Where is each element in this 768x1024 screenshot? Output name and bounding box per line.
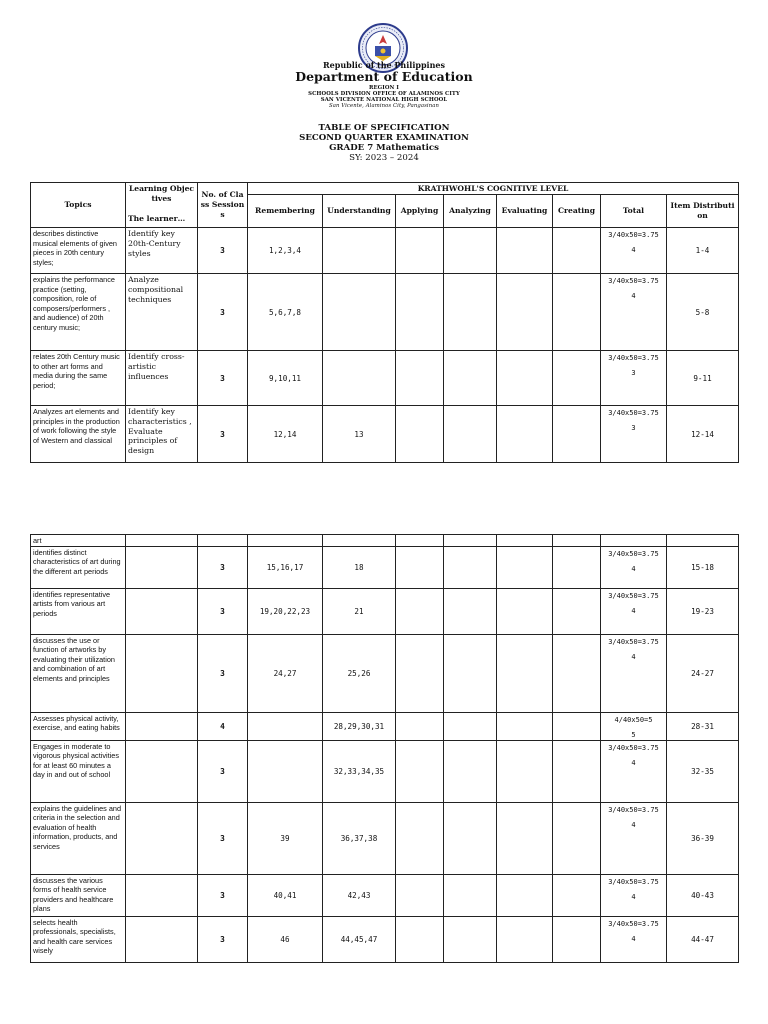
topic-cell: selects health professionals, specialists, and health care services wisely (31, 916, 126, 962)
sessions-cell: 4 (198, 712, 248, 740)
total-cell (601, 712, 667, 740)
distribution-cell: 44-47 (667, 916, 739, 962)
analyzing-cell (444, 916, 497, 962)
understanding-cell: 28,29,30,31 (323, 712, 396, 740)
sessions-cell: 3 (198, 740, 248, 802)
total-cell (601, 228, 667, 274)
total-formula: 3/40x50=3.75 (608, 277, 659, 285)
republic-line: Republic of the Philippines (322, 60, 445, 70)
table-row (31, 546, 739, 588)
applying-cell (396, 351, 444, 406)
sessions-cell: 3 (198, 874, 248, 916)
applying-cell (396, 588, 444, 634)
total-formula: 3/40x50=3.75 (608, 591, 659, 600)
remembering-cell (248, 740, 323, 802)
sessions-cell: 3 (198, 228, 248, 274)
distribution-cell: 1-4 (667, 228, 739, 274)
distribution-cell: 9-11 (667, 351, 739, 406)
sessions-cell: 3 (198, 802, 248, 874)
remembering-cell: 15,16,17 (248, 546, 323, 588)
empty-cell (601, 535, 667, 547)
remembering-cell: 5,6,7,8 (248, 274, 323, 351)
empty-cell (667, 535, 739, 547)
empty-cell (497, 535, 553, 547)
total-formula: 3/40x50=3.75 (608, 919, 659, 928)
analyzing-cell (444, 228, 497, 274)
specification-table-page2 (30, 534, 739, 963)
evaluating-cell (497, 874, 553, 916)
applying-cell (396, 634, 444, 712)
objective-cell (126, 874, 198, 916)
total-formula: 3/40x50=3.75 (608, 743, 659, 752)
evaluating-cell (497, 351, 553, 406)
understanding-cell: 36,37,38 (323, 802, 396, 874)
distribution-cell: 19-23 (667, 588, 739, 634)
objective-cell (126, 802, 198, 874)
analyzing-cell (444, 274, 497, 351)
applying-cell (396, 228, 444, 274)
col-applying: Applying (396, 195, 444, 228)
analyzing-cell (444, 588, 497, 634)
topic-cell: identifies representative artists from various art periods (31, 588, 126, 634)
empty-cell (444, 535, 497, 547)
table-row (31, 351, 739, 406)
total-cell (601, 916, 667, 962)
topic-cell: explains the guidelines and criteria in the selection and evaluation of health information, products, and services (31, 802, 126, 874)
objective-cell: Analyze compositional techniques (126, 274, 198, 351)
total-cell (601, 406, 667, 463)
analyzing-cell (444, 546, 497, 588)
understanding-cell: 32,33,34,35 (323, 740, 396, 802)
specification-table-page1 (30, 182, 739, 463)
objective-cell (126, 588, 198, 634)
total-formula: 3/40x50=3.75 (608, 231, 659, 239)
understanding-cell: 25,26 (323, 634, 396, 712)
division-line: SCHOOLS DIVISION OFFICE OF ALAMINOS CITY (308, 91, 460, 97)
col-total: Total (601, 195, 667, 228)
understanding-cell: 13 (323, 406, 396, 463)
remembering-cell: 24,27 (248, 634, 323, 712)
col-item-distribution: Item Distribution (667, 195, 739, 228)
the-learner-label: The learner… (128, 214, 186, 223)
analyzing-cell (444, 351, 497, 406)
distribution-cell: 24-27 (667, 634, 739, 712)
understanding-cell: 42,43 (323, 874, 396, 916)
total-items: 4 (631, 606, 636, 615)
topic-cell: discusses the use or function of artworks by evaluating their utilization and combination of art elements and principles (31, 634, 126, 712)
creating-cell (553, 588, 601, 634)
remembering-cell: 40,41 (248, 874, 323, 916)
creating-cell (553, 546, 601, 588)
table-row (31, 712, 739, 740)
table-row (31, 740, 739, 802)
sessions-cell: 3 (198, 588, 248, 634)
total-items: 4 (631, 892, 636, 901)
creating-cell (553, 351, 601, 406)
evaluating-cell (497, 740, 553, 802)
creating-cell (553, 740, 601, 802)
distribution-cell: 12-14 (667, 406, 739, 463)
objective-cell: Identify cross-artistic influences (126, 351, 198, 406)
topic-cell: describes distinctive musical elements of given pieces in 20th century styles; (31, 228, 126, 274)
total-items: 4 (631, 564, 636, 573)
total-items: 4 (631, 758, 636, 767)
applying-cell (396, 740, 444, 802)
distribution-cell: 28-31 (667, 712, 739, 740)
empty-cell (396, 535, 444, 547)
total-formula: 4/40x50=5 (614, 715, 653, 724)
understanding-cell: 18 (323, 546, 396, 588)
creating-cell (553, 274, 601, 351)
total-items: 4 (631, 652, 636, 661)
table-row (31, 274, 739, 351)
creating-cell (553, 634, 601, 712)
applying-cell (396, 802, 444, 874)
total-items: 3 (631, 424, 636, 432)
total-cell (601, 874, 667, 916)
evaluating-cell (497, 916, 553, 962)
topic-cell: Engages in moderate to vigorous physical activities for at least 60 minutes a day in and out of school (31, 740, 126, 802)
understanding-cell: 44,45,47 (323, 916, 396, 962)
col-learning-objectives (126, 183, 198, 228)
total-formula: 3/40x50=3.75 (608, 805, 659, 814)
objective-cell (126, 916, 198, 962)
total-formula: 3/40x50=3.75 (608, 877, 659, 886)
creating-cell (553, 406, 601, 463)
objective-cell: Identify key characteristics , Evaluate principles of design (126, 406, 198, 463)
table-row (31, 228, 739, 274)
total-cell (601, 351, 667, 406)
school-line: SAN VICENTE NATIONAL HIGH SCHOOL (320, 97, 448, 103)
topic-cell: relates 20th Century music to other art forms and media during the same period; (31, 351, 126, 406)
objective-cell (126, 712, 198, 740)
continued-topic-text: art (31, 535, 126, 547)
total-cell (601, 588, 667, 634)
sessions-cell: 3 (198, 351, 248, 406)
evaluating-cell (497, 546, 553, 588)
school-year: SY: 2023 – 2024 (349, 153, 419, 163)
remembering-cell: 46 (248, 916, 323, 962)
objective-cell: Identify key 20th-Century styles (126, 228, 198, 274)
evaluating-cell (497, 634, 553, 712)
empty-cell (553, 535, 601, 547)
distribution-cell: 36-39 (667, 802, 739, 874)
learning-objectives-label: Learning Objectives (128, 184, 195, 203)
analyzing-cell (444, 712, 497, 740)
analyzing-cell (444, 740, 497, 802)
creating-cell (553, 916, 601, 962)
empty-cell (126, 535, 198, 547)
total-formula: 3/40x50=3.75 (608, 637, 659, 646)
applying-cell (396, 874, 444, 916)
total-items: 4 (631, 292, 636, 300)
remembering-cell: 9,10,11 (248, 351, 323, 406)
remembering-cell: 19,20,22,23 (248, 588, 323, 634)
total-cell (601, 274, 667, 351)
total-items: 3 (631, 369, 636, 377)
total-cell (601, 802, 667, 874)
analyzing-cell (444, 874, 497, 916)
total-cell (601, 740, 667, 802)
understanding-cell: 21 (323, 588, 396, 634)
evaluating-cell (497, 406, 553, 463)
understanding-cell (323, 351, 396, 406)
total-items: 4 (631, 820, 636, 829)
col-evaluating: Evaluating (497, 195, 553, 228)
distribution-cell: 5-8 (667, 274, 739, 351)
total-items: 4 (631, 246, 636, 254)
col-remembering: Remembering (248, 195, 323, 228)
sessions-cell: 3 (198, 916, 248, 962)
objective-cell (126, 634, 198, 712)
applying-cell (396, 916, 444, 962)
sessions-cell: 3 (198, 546, 248, 588)
table-row (31, 802, 739, 874)
applying-cell (396, 546, 444, 588)
col-creating: Creating (553, 195, 601, 228)
distribution-cell: 40-43 (667, 874, 739, 916)
analyzing-cell (444, 802, 497, 874)
total-items: 4 (631, 934, 636, 943)
empty-cell (198, 535, 248, 547)
exam-title: SECOND QUARTER EXAMINATION (299, 133, 469, 143)
creating-cell (553, 712, 601, 740)
empty-cell (323, 535, 396, 547)
understanding-cell (323, 228, 396, 274)
table-row (31, 874, 739, 916)
evaluating-cell (497, 802, 553, 874)
total-items: 5 (631, 730, 636, 739)
analyzing-cell (444, 406, 497, 463)
topic-cell: identifies distinct characteristics of art during the different art periods (31, 546, 126, 588)
remembering-cell: 12,14 (248, 406, 323, 463)
sessions-cell: 3 (198, 406, 248, 463)
col-class-sessions: No. of Class Sessions (198, 183, 248, 228)
distribution-cell: 32-35 (667, 740, 739, 802)
creating-cell (553, 802, 601, 874)
sessions-cell: 3 (198, 274, 248, 351)
total-formula: 3/40x50=3.75 (608, 409, 659, 417)
region-line: REGION I (368, 85, 400, 91)
objective-cell (126, 546, 198, 588)
total-cell (601, 546, 667, 588)
grade-subject: GRADE 7 Mathematics (329, 143, 439, 153)
total-cell (601, 634, 667, 712)
address-line: San Vicente, Alaminos City, Pangasinan (328, 103, 440, 109)
department-name: Department of Education (295, 69, 473, 84)
total-formula: 3/40x50=3.75 (608, 354, 659, 362)
table-row (31, 406, 739, 463)
topic-cell: Assesses physical activity, exercise, and eating habits (31, 712, 126, 740)
evaluating-cell (497, 588, 553, 634)
sessions-cell: 3 (198, 634, 248, 712)
topic-cell: explains the performance practice (setting, composition, role of composers/performers , and audience) of 20th century music; (31, 274, 126, 351)
col-understanding: Understanding (323, 195, 396, 228)
analyzing-cell (444, 634, 497, 712)
distribution-cell: 15-18 (667, 546, 739, 588)
col-analyzing: Analyzing (444, 195, 497, 228)
col-topics: Topics (31, 183, 126, 228)
topic-cell: Analyzes art elements and principles in the production of work following the style of Western and classical (31, 406, 126, 463)
objective-cell (126, 740, 198, 802)
evaluating-cell (497, 274, 553, 351)
applying-cell (396, 274, 444, 351)
creating-cell (553, 874, 601, 916)
doc-title: TABLE OF SPECIFICATION (318, 123, 450, 133)
table-row (31, 588, 739, 634)
empty-cell (248, 535, 323, 547)
remembering-cell: 39 (248, 802, 323, 874)
remembering-cell: 1,2,3,4 (248, 228, 323, 274)
table-row (31, 916, 739, 962)
table-row (31, 634, 739, 712)
total-formula: 3/40x50=3.75 (608, 549, 659, 558)
remembering-cell (248, 712, 323, 740)
evaluating-cell (497, 228, 553, 274)
applying-cell (396, 406, 444, 463)
evaluating-cell (497, 712, 553, 740)
cognitive-level-header: KRATHWOHL'S COGNITIVE LEVEL (248, 183, 739, 195)
topic-cell: discusses the various forms of health service providers and healthcare plans (31, 874, 126, 916)
creating-cell (553, 228, 601, 274)
applying-cell (396, 712, 444, 740)
understanding-cell (323, 274, 396, 351)
